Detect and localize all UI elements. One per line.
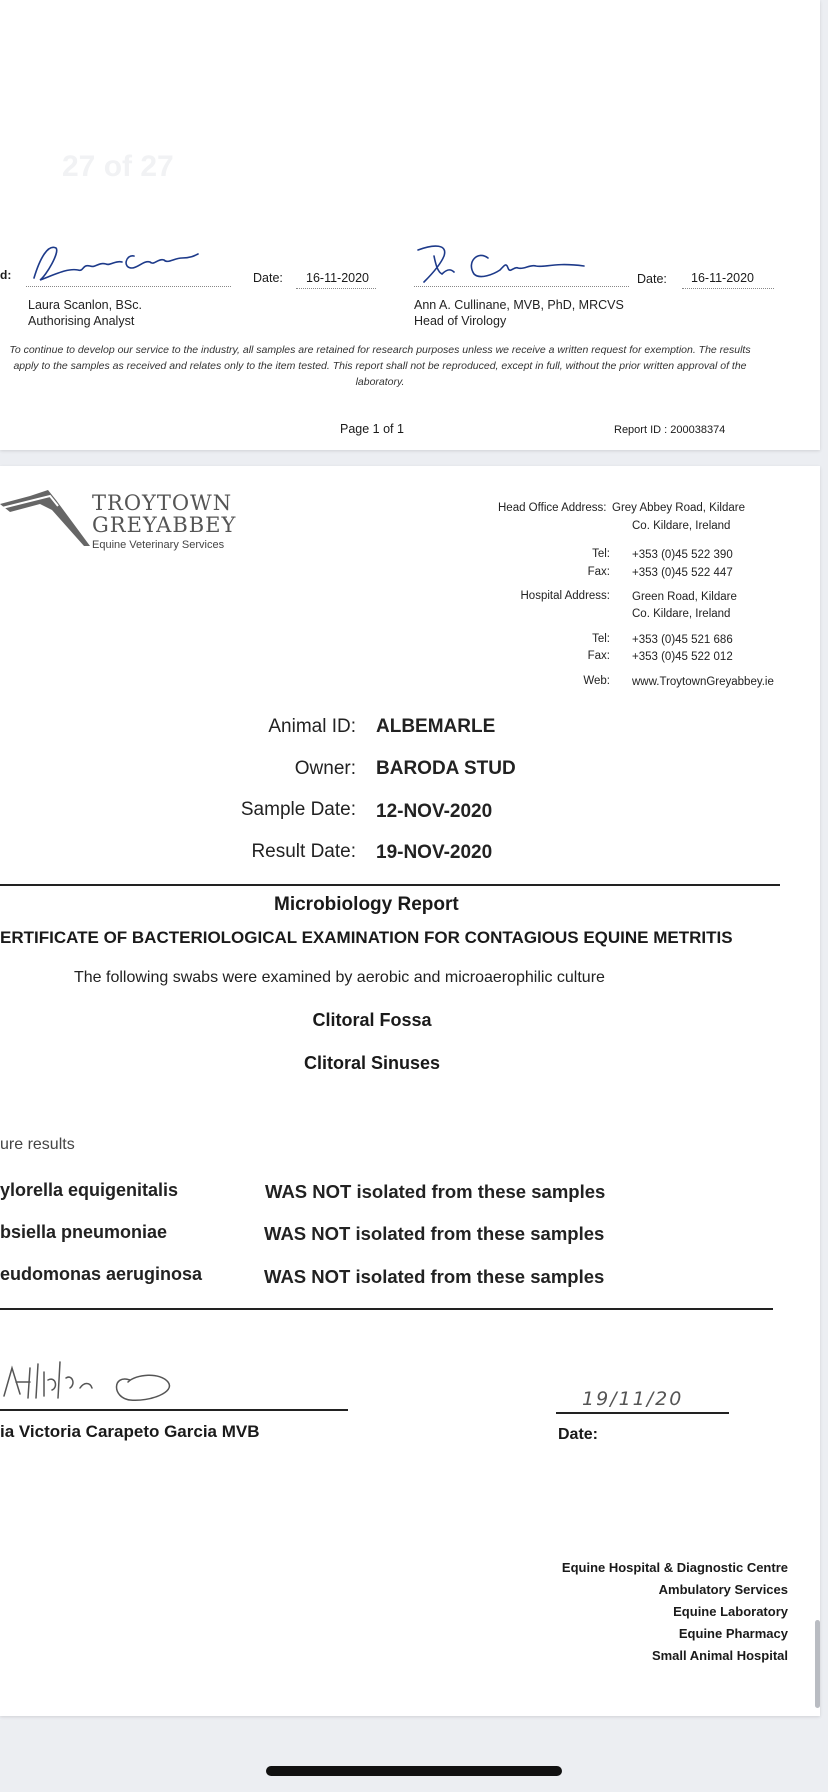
hospital-tel: +353 (0)45 521 686 — [632, 634, 733, 646]
head-office-fax: +353 (0)45 522 447 — [632, 567, 733, 579]
signer1-name: Laura Scanlon, BSc. — [28, 298, 142, 312]
page-counter: 27 of 27 — [62, 150, 174, 183]
signer2-date: 16-11-2020 — [691, 271, 755, 285]
culture-results-header: ure results — [0, 1136, 75, 1153]
head-office-line1: Grey Abbey Road, Kildare — [612, 502, 745, 514]
logo-line-1: TROYTOWN — [92, 491, 233, 515]
organism-name: ylorella equigenitalis — [0, 1180, 179, 1200]
vet-name: ia Victoria Carapeto Garcia MVB — [0, 1422, 260, 1441]
certificate-heading: ERTIFICATE OF BACTERIOLOGICAL EXAMINATION FOR CONTAGIOUS EQUINE METRITIS — [0, 928, 733, 947]
signature-vet — [0, 1358, 180, 1410]
report-page-previous — [0, 0, 820, 450]
head-office-line2: Co. Kildare, Ireland — [632, 520, 731, 532]
web-label: Web: — [583, 675, 610, 687]
service-item: Equine Hospital & Diagnostic Centre — [561, 1560, 788, 1575]
service-item: Ambulatory Services — [658, 1582, 788, 1597]
hospital-fax: +353 (0)45 522 012 — [632, 651, 733, 663]
logo-tagline: Equine Veterinary Services — [92, 539, 225, 551]
horse-head-logo — [0, 486, 92, 548]
web-url: www.TroytownGreyabbey.ie — [632, 676, 774, 688]
hospital-fax-label: Fax: — [587, 650, 610, 662]
head-office-tel: +353 (0)45 522 390 — [632, 549, 733, 561]
signature-ann-cullinane — [414, 240, 594, 288]
head-office-fax-label: Fax: — [587, 566, 610, 578]
report-title: Microbiology Report — [274, 894, 459, 915]
sample-date-label: Sample Date: — [240, 799, 356, 820]
hospital-tel-label: Tel: — [592, 633, 610, 645]
page-number: Page 1 of 1 — [340, 422, 404, 436]
organism-name: eudomonas aeruginosa — [0, 1264, 203, 1284]
owner-label: Owner: — [294, 758, 356, 779]
signer1-date-label: Date: — [253, 271, 283, 285]
swab-item: Clitoral Fossa — [312, 1010, 432, 1030]
signer2-name: Ann A. Cullinane, MVB, PhD, MRCVS — [414, 298, 624, 312]
signer1-date: 16-11-2020 — [306, 271, 370, 285]
head-office-tel-label: Tel: — [592, 548, 610, 560]
hospital-line1: Green Road, Kildare — [632, 591, 737, 603]
organism-result: WAS NOT isolated from these samples — [264, 1266, 605, 1287]
service-item: Equine Laboratory — [673, 1604, 788, 1619]
date-line — [556, 1412, 729, 1414]
signature-line — [0, 1409, 348, 1411]
home-indicator[interactable] — [266, 1766, 562, 1776]
handwritten-date: 19/11/20 — [582, 1388, 684, 1410]
service-item: Equine Pharmacy — [678, 1626, 788, 1641]
signed-label: d: — [0, 268, 12, 282]
swabs-intro: The following swabs were examined by aerobic and microaerophilic culture — [74, 969, 605, 986]
organism-result: WAS NOT isolated from these samples — [265, 1181, 606, 1202]
logo-line-2: GREYABBEY — [92, 513, 237, 537]
signature-laura-scanlon — [26, 238, 206, 288]
date-label: Date: — [558, 1426, 599, 1443]
service-item: Small Animal Hospital — [651, 1648, 788, 1663]
head-office-label: Head Office Address: — [498, 502, 607, 514]
scrollbar-thumb[interactable] — [815, 1620, 820, 1708]
signer2-role: Head of Virology — [414, 314, 507, 328]
signer1-role: Authorising Analyst — [28, 314, 135, 328]
organism-result: WAS NOT isolated from these samples — [264, 1223, 605, 1244]
animal-id-value: ALBEMARLE — [376, 716, 496, 737]
result-date-label: Result Date: — [251, 841, 356, 862]
owner-value: BARODA STUD — [376, 758, 516, 779]
hospital-label: Hospital Address: — [520, 590, 610, 602]
result-date-value: 19-NOV-2020 — [376, 842, 493, 863]
report-id: Report ID : 200038374 — [614, 424, 726, 436]
animal-id-label: Animal ID: — [268, 716, 356, 737]
divider-bottom — [0, 1308, 773, 1310]
signer2-date-label: Date: — [637, 272, 667, 286]
hospital-line2: Co. Kildare, Ireland — [632, 608, 731, 620]
divider-top — [0, 884, 780, 886]
disclaimer: To continue to develop our service to the industry, all samples are retained for research purposes unless we receive a written request for exemption. The results apply to the samples as received and relates only to the item tested. This report shall not be reproduced, except in full, without the prior written approval of the laboratory. — [9, 344, 751, 388]
swab-item: Clitoral Sinuses — [303, 1053, 441, 1073]
report-page-current — [0, 466, 820, 1716]
organism-name: bsiella pneumoniae — [0, 1222, 168, 1242]
sample-date-value: 12-NOV-2020 — [376, 801, 493, 822]
